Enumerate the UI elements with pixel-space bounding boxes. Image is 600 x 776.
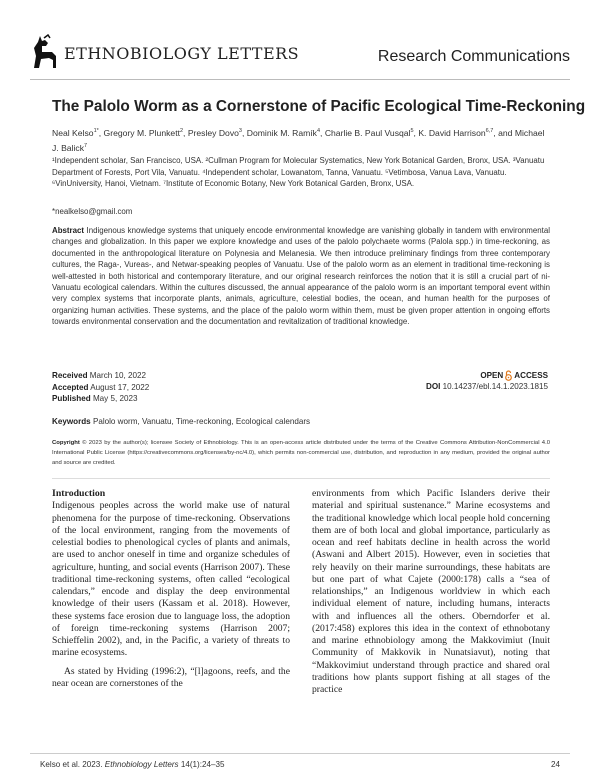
abstract-text: Indigenous knowledge systems that uniquely encode environmental knowledge are vanishing globally in tandem with environmental changes and globalization. In this paper we explore knowledge and uses of the palolo polychaete worms (Palola spp.) in time-reckoning, as documented in the anthropological literature on Polynesia and Melanesia. We then introduce preliminary findings from three contemporary cultures, the Raga-, Vureas-, and Netwar-speaking peoples of Vanuatu. Use of the palolo worm as an element in traditional time-reckoning is well-attested in both historical and contemporary literature, and our original research reinforces the notion that it is still a crucial part of ni-Vanuatu ecological calendars. Within the cultures discussed, the annual appearance of the palolo worm is an important temporal event within very complex systems that incorporate plants, animals, agriculture, celestial bodies, the ocean, and human health for the purposes of organizing human activities. These systems, and the place of the palolo worm within them, must be given proper attention in ongoing efforts towards environmental conservation and the documentation and revitalization of traditional knowledge. xyxy=(52,226,550,327)
author-name: Presley Dovo xyxy=(187,127,239,138)
copyright-text: © 2023 by the author(s); licensee Society of Ethnobiology. This is an open-access article distributed under the terms of the Creative Commons Attribution-NonCommercial 4.0 International Public License (https://creativecommons.org/licenses/by-nc/4.0), which permits non-commercial use, distribution, and reproduction in any medium, provided the original author and source are credited. xyxy=(52,440,550,467)
author-name: K. David Harrison xyxy=(418,127,486,138)
doi-label: DOI xyxy=(426,382,441,391)
author-sup: 3 xyxy=(238,128,242,134)
author-sup: 6,7 xyxy=(485,128,494,134)
publication-dates xyxy=(52,370,149,405)
keywords-label: Keywords xyxy=(52,417,91,426)
open-access-badge xyxy=(480,370,548,381)
doi[interactable] xyxy=(426,382,548,391)
author-name: Neal Kelso xyxy=(52,127,94,138)
header-divider xyxy=(30,79,570,80)
open-access-right: ACCESS xyxy=(514,371,548,380)
author-name: Dominik M. Ramík xyxy=(246,127,317,138)
body-divider xyxy=(52,478,550,479)
section-heading: Introduction xyxy=(52,488,106,499)
footer-citation xyxy=(40,760,225,769)
journal-name: ETHNOBIOLOGY LETTERS xyxy=(64,44,300,63)
open-access-left: OPEN xyxy=(480,371,504,380)
page-number: 24 xyxy=(550,760,560,769)
open-lock-icon xyxy=(504,370,513,381)
body-paragraph: environments from which Pacific Islanders derive their material and spiritual sustenance.” Marine ecosystems and the traditional knowledge which local people hold concerning them are of both local and global importance, particularly as ocean and reef habitats decline in health across the world (Aswani and Albert 2015). However, even in societies that rely heavily on their marine surroundings, these habitats are but one part of what Cajete (2000:178) calls a “sea of relationships,” an Indigenous worldview in which each individual element of nature, including humans, interacts with and influences all the others. Oberndorfer et al. (2017:458) explores this idea in the context of ethnobotany and marine ethnobiology among the Makkovimiut (Inuit Community of Makkovik in Nunatsiavut), noting that “Makkovimiut understand through practice and shared oral traditions how plants support fishing at all stages of the practice xyxy=(312,488,550,695)
received-date: March 10, 2022 xyxy=(89,371,147,380)
copyright-notice xyxy=(52,438,550,469)
body-column-left xyxy=(52,488,290,690)
horse-logo-icon xyxy=(30,34,60,70)
doi-value[interactable]: 10.14237/ebl.14.1.2023.1815 xyxy=(442,382,548,391)
affiliations: ¹Independent scholar, San Francisco, USA. ²Cullman Program for Molecular Systematics, New York Botanical Garden, Bronx, USA. ³Vanuatu Department of Forests, Port Vila, Vanuatu. ⁴Independent scholar, Lowanatom, Tanna, Vanuatu. ⁵Vetimbosa, Vanua Lava, Vanuatu. ⁶VinUniversity, Hanoi, Vietnam. ⁷Institute of Economic Botany, New York Botanical Garden, Bronx, USA. xyxy=(52,156,545,189)
corresponding-email[interactable]: *nealkelso@gmail.com xyxy=(52,207,133,216)
author-sup: 4 xyxy=(316,128,321,134)
article-title: The Palolo Worm as a Cornerstone of Pacific Ecological Time-Reckoning xyxy=(52,98,586,115)
citation-journal: Ethnobiology Letters xyxy=(104,760,179,769)
published-label: Published xyxy=(52,394,91,404)
abstract xyxy=(52,225,550,328)
author-name: Charlie B. Paul Vusqal xyxy=(324,127,411,138)
author-sup: 5 xyxy=(410,128,414,134)
received-label: Received xyxy=(52,371,88,380)
body-paragraph: As stated by Hviding (1996:2), “[l]agoons, reefs, and the near ocean are cornerstones of the xyxy=(52,665,290,689)
published-date: May 5, 2023 xyxy=(92,394,138,404)
accepted-date: August 17, 2022 xyxy=(90,382,150,392)
abstract-label: Abstract xyxy=(52,226,85,235)
author-sup: 2 xyxy=(179,128,184,134)
body-paragraph: Indigenous peoples across the world make use of natural phenomena for the purpose of time-reckoning. Observations of the local environment, ranging from the movements of celestial bodies to phenological cycles of plants and animals, are used to anchor oneself in time and organize schedules of agriculture, hunting, and social events (Harrison 2007). These traditional time-reckoning systems, often called “ecological calendars,” encode and display the deep environmental knowledge of their users (Kassam et al. 2018). However, these systems face erosion due to language loss, the adoption of foreign time-reckoning systems (Harrison 2007; Schieffelin 2002), and, in the Pacific, a variety of threats to marine ecosystems. xyxy=(52,500,290,659)
journal-header xyxy=(30,34,580,74)
citation-authors: Kelso et al. 2023. xyxy=(40,760,103,769)
body-column-right xyxy=(312,488,550,696)
author-name: Gregory M. Plunkett xyxy=(103,127,180,138)
keywords xyxy=(52,417,310,426)
section-label: Research Communications xyxy=(377,48,570,65)
accepted-label: Accepted xyxy=(52,382,89,392)
copyright-label: Copyright xyxy=(52,440,80,446)
author-sup: 7 xyxy=(84,142,88,149)
author-list: Neal Kelso$^{1*}$, Gregory M. Plunkett$^2$, Presley Dovo$^3$, Dominik M. Ramík$^4$, Charlie B. Paul Vusqal$^5$, K. David Harrison$^{6,7}$, and Michael J. Balick$^7$ xyxy=(52,127,545,153)
footer-divider xyxy=(30,753,570,754)
citation-volume: 14(1):24–35 xyxy=(180,760,225,769)
author-name: Michael J. Balick xyxy=(52,127,545,153)
keywords-value: Palolo worm, Vanuatu, Time-reckoning, Ecological calendars xyxy=(92,417,311,426)
author-sup: 1* xyxy=(93,128,99,134)
